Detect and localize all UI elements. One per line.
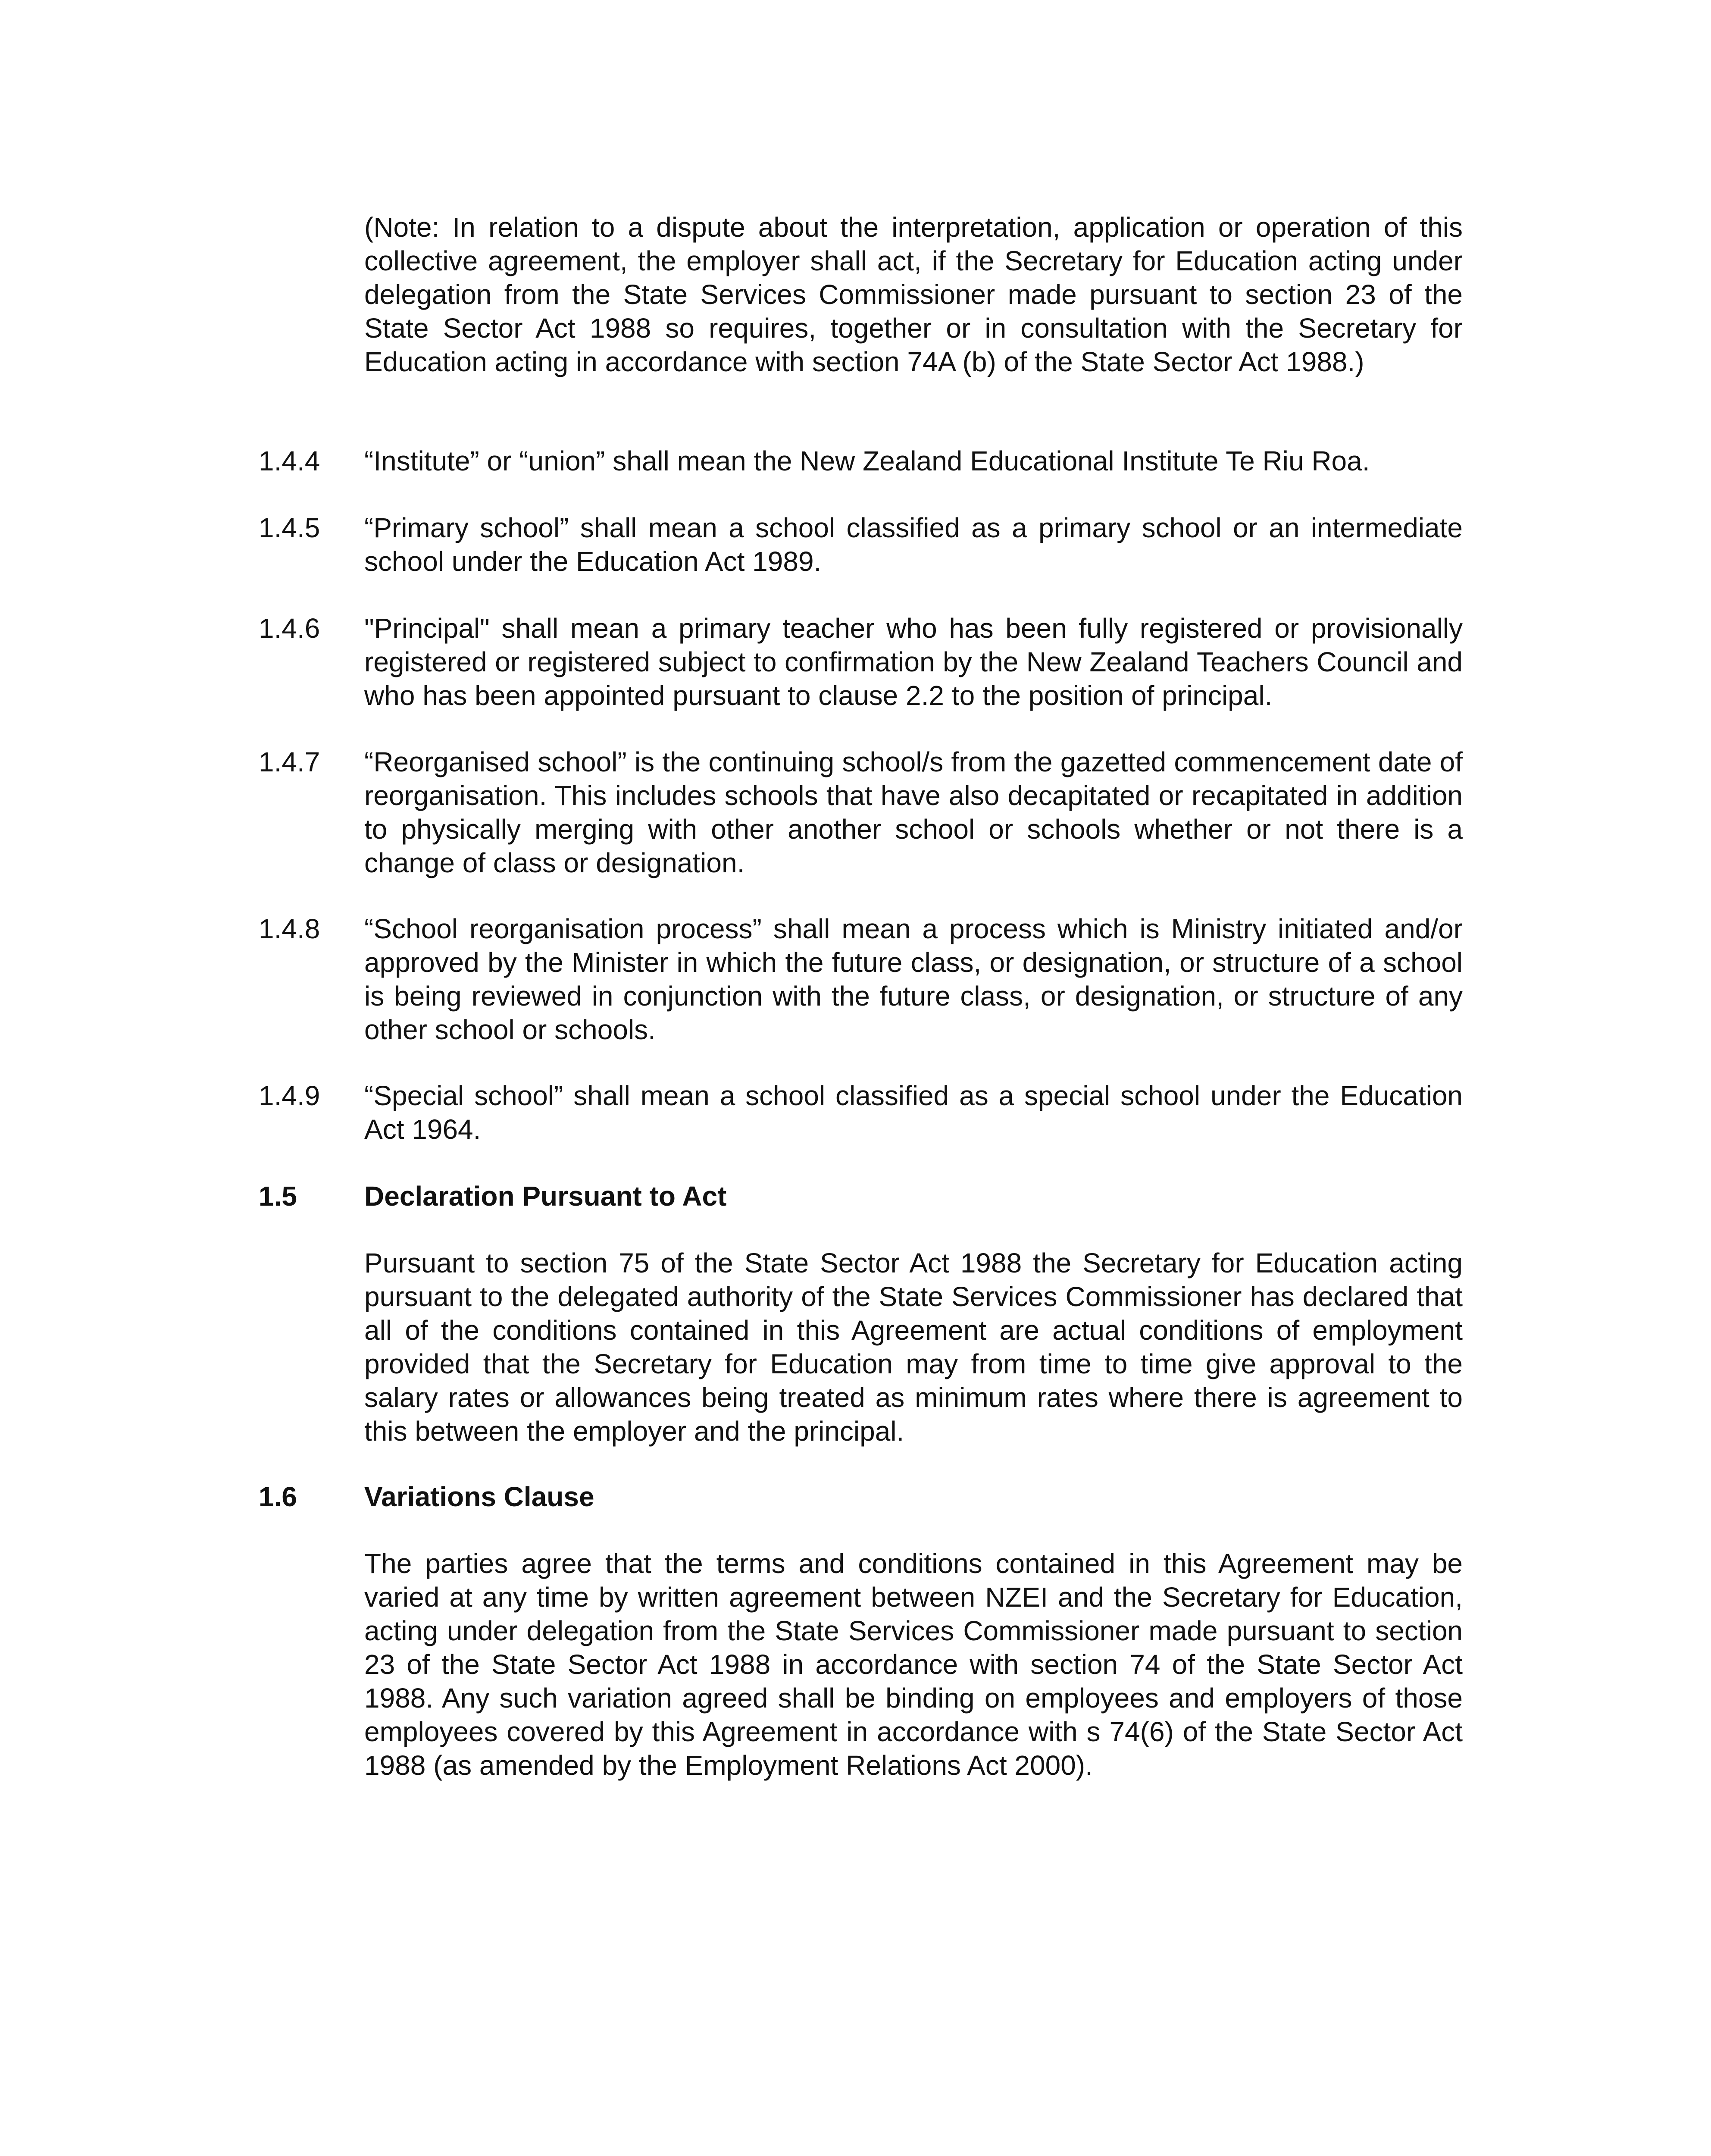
section-title: Declaration Pursuant to Act	[364, 1181, 727, 1212]
clause-text: “Special school” shall mean a school classified as a special school under the Education Act 1964.	[364, 1080, 1463, 1145]
note-paragraph: (Note: In relation to a dispute about the interpretation, application or operation of this collective agreement, the employer shall act, if the Secretary for Education acting under delegation from the State Services Commissioner made pursuant to section 23 of the State Sector Act 1988 so requires, together or in consultation with the Secretary for Education acting in accordance with section 74A (b) of the State Sector Act 1988.)	[364, 212, 1463, 377]
clause-1-4-7	[259, 745, 1463, 880]
clause-text: "Principal" shall mean a primary teacher who has been fully registered or provisionally registered or registered subject to confirmation by the New Zealand Teachers Council and who has been appointed pursuant to clause 2.2 to the position of principal.	[364, 613, 1463, 711]
section-heading-1-6	[259, 1480, 1463, 1514]
section-heading-1-5	[259, 1179, 1463, 1213]
clause-1-4-9	[259, 1079, 1463, 1146]
clause-number: 1.4.6	[259, 613, 320, 644]
clause-text: “Institute” or “union” shall mean the New Zealand Educational Institute Te Riu Roa.	[364, 445, 1370, 476]
clause-text: “Primary school” shall mean a school classified as a primary school or an intermediate school under the Education Act 1989.	[364, 512, 1463, 577]
clause-1-4-4	[259, 444, 1463, 478]
clause-1-4-8	[259, 912, 1463, 1047]
section-body-1-5: Pursuant to section 75 of the State Sector Act 1988 the Secretary for Education acting pursuant to the delegated authority of the State Services Commissioner has declared that all of the conditions contained in this Agreement are actual conditions of employment provided that the Secretary for Education may from time to time give approval to the salary rates or allowances being treated as minimum rates where there is agreement to this between the employer and the principal.	[364, 1247, 1463, 1447]
section-number: 1.6	[259, 1481, 297, 1512]
clause-number: 1.4.7	[259, 746, 320, 777]
clause-1-4-6	[259, 611, 1463, 712]
section-number: 1.5	[259, 1181, 297, 1212]
clause-number: 1.4.8	[259, 913, 320, 944]
section-title: Variations Clause	[364, 1481, 594, 1512]
clause-number: 1.4.4	[259, 445, 320, 476]
clause-number: 1.4.5	[259, 512, 320, 543]
clause-number: 1.4.9	[259, 1080, 320, 1111]
clause-text: “Reorganised school” is the continuing school/s from the gazetted commencement date of reorganisation. This includes schools that have also decapitated or recapitated in addition to physically merging with other another school or schools whether or not there is a change of class or designation.	[364, 746, 1463, 878]
clause-text: “School reorganisation process” shall mean a process which is Ministry initiated and/or approved by the Minister in which the future class, or designation, or structure of a school is being reviewed in conjunction with the future class, or designation, or structure of any other school or schools.	[364, 913, 1463, 1045]
clause-1-4-5	[259, 511, 1463, 578]
section-body-1-6: The parties agree that the terms and conditions contained in this Agreement may be varied at any time by written agreement between NZEI and the Secretary for Education, acting under delegation from the State Services Commissioner made pursuant to section 23 of the State Sector Act 1988 in accordance with section 74 of the State Sector Act 1988. Any such variation agreed shall be binding on employees and employers of those employees covered by this Agreement in accordance with s 74(6) of the State Sector Act 1988 (as amended by the Employment Relations Act 2000).	[364, 1548, 1463, 1781]
